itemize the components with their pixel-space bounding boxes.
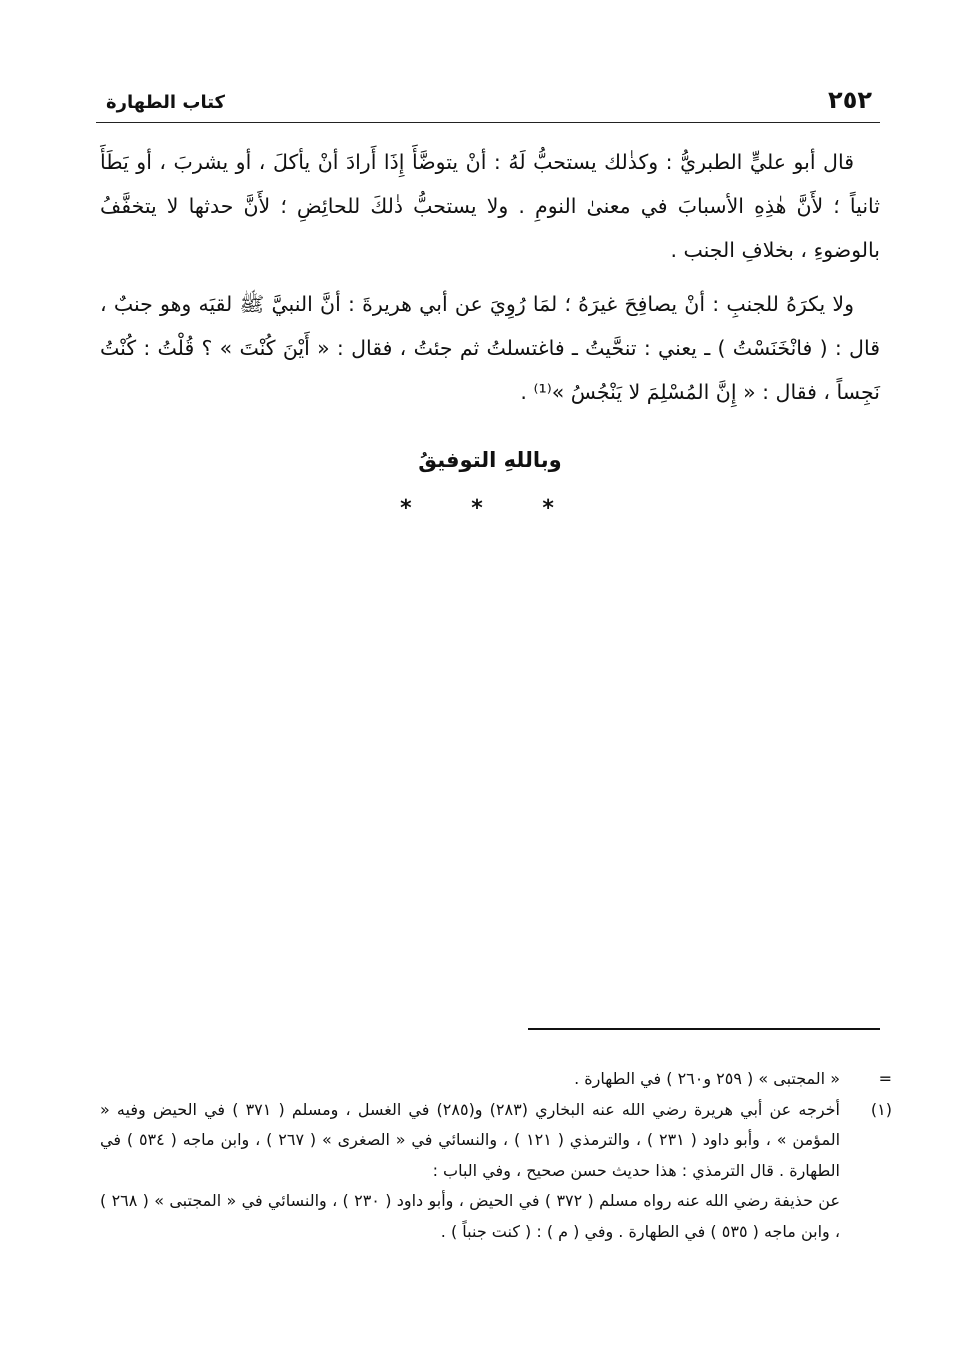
- footnote-text: [100, 1064, 840, 1095]
- footnote-marker: =: [878, 1069, 892, 1088]
- running-title: كتاب الطهارة: [106, 92, 226, 113]
- section-separator: * * *: [400, 496, 580, 521]
- footnote-continuation: [100, 1064, 892, 1095]
- page-header: [96, 86, 880, 123]
- footnote-divider: [528, 1028, 880, 1030]
- paragraph: ولا يكرَهُ للجنبِ : أنْ يصافِحَ غيرَهُ ؛ لمَا رُوِيَ عن أبي هريرةَ : أنَّ النبيَّ ﷺ لقيَه وهو جنبٌ ، قال : ( فانْخَنَسْتُ ) ـ يعني : تنحَّيتُ ـ فاغتسلتُ ثم جئتُ ، فقال : « أَيْنَ كُنْتَ » ؟ قُلْتُ : كُنْتُ نَجِساً ، فقال : « إِنَّ المُسْلِمَ لا يَنْجُسُ »⁽¹⁾ .: [100, 292, 880, 404]
- footnote-line: « المجتبى » ( ٢٥٩ و٢٦٠ ) في الطهارة .: [574, 1069, 840, 1088]
- page-number: ٢٥٢: [828, 86, 872, 114]
- footnote-1: [100, 1095, 892, 1248]
- main-text: [100, 140, 880, 424]
- footnote-marker: (١): [870, 1099, 892, 1119]
- footnote-line: عن حذيفة رضي الله عنه رواه مسلم ( ٣٧٢ ) في الحيض ، وأبو داود ( ٢٣٠ ) ، والنسائي في « المجتبى » ( ٢٦٨ ) ، وابن ماجه ( ٥٣٥ ) في الطهارة . وفي ( م ) : ( كنت جنباً ) .: [100, 1191, 841, 1241]
- paragraph: قال أبو عليٍّ الطبريُّ : وكذٰلك يستحبُّ لَهُ : أنْ يتوضَّأَ إِذَا أَرادَ أنْ يأكلَ ، أو يشربَ ، أو يَطَأَ ثانياً ؛ لأَنَّ هٰذِهِ الأسبابَ في معنىٰ النومِ . ولا يستحبُّ ذٰلكَ للحائِضِ ؛ لأَنَّ حدثها لا يتخفَّفُ بالوضوءِ ، بخلافِ الجنب .: [100, 150, 880, 262]
- footnote-line: أخرجه عن أبي هريرة رضي الله عنه البخاري (٢٨٣) و(٢٨٥) في الغسل ، ومسلم ( ٣٧١ ) في الحيض وفيه « المؤمن » ، وأبو داود ( ٢٣١ ) ، والترمذي ( ١٢١ ) ، والنسائي في « الصغرى » ( ٢٦٧ ) ، وابن ماجه ( ٥٣٤ ) في الطهارة . قال الترمذي : هذا حديث حسن صحيح ، وفي الباب :: [100, 1099, 841, 1180]
- footnote-text: [100, 1095, 840, 1248]
- footnotes: [100, 1064, 892, 1247]
- closing-phrase: وباللهِ التوفيقُ: [418, 448, 562, 472]
